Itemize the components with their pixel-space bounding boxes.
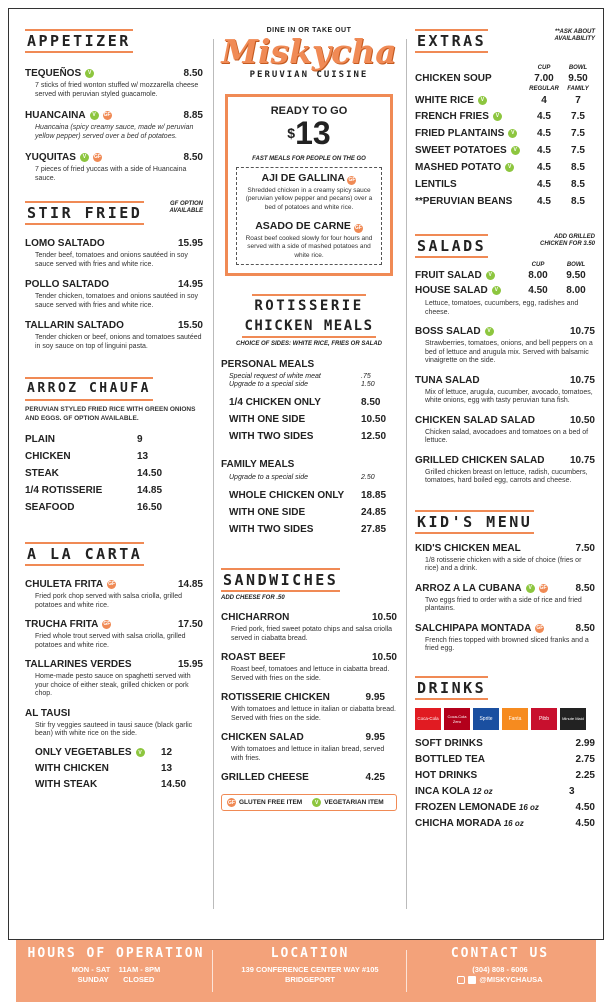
personal-items <box>221 394 397 445</box>
vegetarian-icon: V <box>486 271 495 280</box>
gluten-free-icon: GF <box>539 584 547 591</box>
item-name: CHICHA MORADA <box>415 817 501 829</box>
item-name: FRIED PLANTAINS <box>415 128 505 139</box>
cup-price: 8.00 <box>528 270 548 281</box>
col-family: FAMILY <box>567 86 589 92</box>
salad-house-row <box>415 283 595 298</box>
gluten-free-icon: GF <box>93 154 101 160</box>
item-price: 3 <box>569 785 575 797</box>
item-name: TALLARINES VERDES <box>25 659 132 670</box>
family-meals-title: FAMILY MEALS <box>221 459 295 470</box>
item-desc: Stir fry veggies sauteed in tausi sauce (black garlic bean) with white rice on the side. <box>35 721 193 737</box>
rotisserie-note: CHOICE OF SIDES: WHITE RICE, FRIES OR SALAD <box>235 341 382 347</box>
hours-line: SUNDAY CLOSED <box>77 975 155 984</box>
bowl-price: 9.50 <box>568 73 588 84</box>
kids-item <box>415 542 595 574</box>
vegetarian-icon: V <box>85 69 94 78</box>
extra-name: Upgrade to a special side <box>229 381 308 388</box>
salad-item <box>415 374 595 406</box>
item-price: 10.50 <box>361 414 387 425</box>
item-name: 1/4 ROTISSERIE <box>25 485 103 496</box>
vegetarian-icon: V <box>136 748 145 757</box>
location-text <box>220 965 400 985</box>
middle-column <box>221 9 397 811</box>
item-price: 4.25 <box>365 772 385 783</box>
item-price: 13 <box>137 451 149 462</box>
gluten-free-icon: GF <box>103 621 111 627</box>
fanta-logo: Fanta <box>502 708 528 730</box>
appetizer-title: APPETIZER <box>25 29 133 53</box>
family-price: 7.5 <box>571 145 585 156</box>
item-name: CHICHARRON <box>221 612 290 623</box>
rotisserie-title-2: CHICKEN MEALS <box>242 316 375 338</box>
footer-bar <box>16 940 596 1002</box>
pibb-logo: Pibb <box>531 708 557 730</box>
hours-line: MON - SAT 11AM - 8PM <box>71 965 161 974</box>
item-price: 8.85 <box>183 110 203 121</box>
social-handle[interactable]: @MISKYCHAUSA <box>479 975 543 984</box>
salads-title: SALADS <box>415 234 488 258</box>
item-price: 2.99 <box>575 737 595 749</box>
salad-item <box>415 325 595 366</box>
item-size: 12 oz <box>472 786 493 796</box>
ready-to-go-box <box>225 94 393 276</box>
stir-fried-item <box>25 319 203 351</box>
item-price: 9.95 <box>365 692 385 703</box>
item-name: LOMO SALTADO <box>25 238 105 249</box>
rotisserie-title-1: ROTISSERIE <box>252 294 365 316</box>
item-name: LENTILS <box>415 179 457 190</box>
item-name: HUANCAINA <box>25 110 86 121</box>
item-name: SALCHIPAPA MONTADA <box>415 622 532 634</box>
item-name: TRUCHA FRITA <box>25 619 99 630</box>
item-name: SEAFOOD <box>25 502 75 513</box>
family-price: 8.5 <box>571 162 585 173</box>
bowl-price: 8.00 <box>566 285 586 296</box>
item-desc: With tomatoes and lettuce in italian bread, served with fries. <box>231 746 385 762</box>
sandwich-item <box>221 651 397 683</box>
extras-col-header-2 <box>415 86 595 93</box>
column-divider-right <box>406 39 407 909</box>
item-name: **PERUVIAN BEANS <box>415 196 513 207</box>
item-price: 16.50 <box>137 502 163 513</box>
item-price: 10.50 <box>371 612 397 623</box>
bowl-price: 9.50 <box>566 270 586 281</box>
gluten-free-icon: GF <box>348 177 356 183</box>
minute-maid-logo: Minute Maid <box>560 708 586 730</box>
tausi-options <box>25 745 203 793</box>
item-desc: Fried pork chop served with salsa criolla, grilled potatoes and white rice. <box>35 593 183 609</box>
item-name: FROZEN LEMONADE <box>415 801 517 813</box>
drinks-title: DRINKS <box>415 676 488 700</box>
option-name: WITH STEAK <box>35 778 98 790</box>
family-price: 7 <box>575 95 581 106</box>
item-desc: Tender chicken, tomatoes and onions sautéed in soy sauce served with fries and white rice. <box>35 293 199 309</box>
family-extras <box>221 474 397 482</box>
menu-page <box>8 8 604 940</box>
option-name: WITH CHICKEN <box>35 762 109 774</box>
item-name: GRILLED CHEESE <box>221 772 309 783</box>
stir-fried-note: GF OPTION AVAILABLE <box>169 201 203 214</box>
item-desc: Fried whole trout served with salsa criolla, grilled potatoes and white rice. <box>35 633 186 649</box>
vegetarian-icon: V <box>485 327 494 336</box>
extras-note: **ASK ABOUT AVAILABILITY <box>554 29 595 42</box>
item-desc: Lettuce, tomatoes, cucumbers, egg, radishes and cheese. <box>425 300 579 316</box>
gluten-free-icon: GF <box>536 624 544 631</box>
item-price: 10.50 <box>371 652 397 663</box>
sandwich-item <box>221 771 397 784</box>
item-name: CHICKEN SALAD SALAD <box>415 414 535 426</box>
item-price: 12.50 <box>361 431 387 442</box>
item-name: STEAK <box>25 468 59 479</box>
item-price: 8.50 <box>183 152 203 163</box>
sprite-logo: Sprite <box>473 708 499 730</box>
item-name: CHULETA FRITA <box>25 579 104 590</box>
item-price: 14.85 <box>137 485 163 496</box>
stir-fried-item <box>25 278 203 310</box>
phone-number[interactable]: (304) 808 - 6006 <box>472 965 528 974</box>
item-desc: Fried pork, fried sweet potato chips and salsa criolla served in ciabatta bread. <box>231 626 393 642</box>
contact-title: CONTACT US <box>450 946 550 961</box>
item-price: 15.95 <box>177 659 203 670</box>
item-price: 2.25 <box>575 769 595 781</box>
item-name: MASHED POTATO <box>415 162 502 173</box>
coke-zero-logo: Coca-Cola Zero <box>444 708 470 730</box>
item-desc: Shredded chicken in a creamy spicy sauce (peruvian yellow pepper and pecans) over a bed of potatoes and white rice. <box>245 186 373 211</box>
gluten-free-icon: GF <box>108 581 116 587</box>
item-name: WITH ONE SIDE <box>229 507 306 518</box>
vegetarian-icon: V <box>478 96 487 105</box>
item-name: SOFT DRINKS <box>415 737 483 749</box>
regular-price: 4 <box>541 95 547 106</box>
a-la-carta-item <box>25 578 203 610</box>
item-desc: Mix of lettuce, arugula, cucumber, avocado, tomatoes, white onions, egg with tasty peruvian tuna fish. <box>425 388 593 404</box>
location-block <box>220 946 400 985</box>
item-name: INCA KOLA <box>415 785 470 797</box>
cup-price: 7.00 <box>534 73 554 84</box>
gluten-free-icon: GF <box>103 112 111 118</box>
item-desc: Grilled chicken breast on lettuce, radish, cucumbers, tomatoes, hard boiled egg, carrots and cheese. <box>425 468 588 484</box>
option-price: 13 <box>161 762 173 774</box>
vegetarian-icon: V <box>493 112 502 121</box>
item-name: GRILLED CHICKEN SALAD <box>415 454 545 466</box>
item-price: 15.95 <box>177 238 203 249</box>
vegetarian-icon: V <box>90 111 99 120</box>
personal-meals-title: PERSONAL MEALS <box>221 359 315 370</box>
col-cup: CUP <box>531 262 545 268</box>
item-size: 16 oz <box>518 802 539 812</box>
item-name: WHOLE CHICKEN ONLY <box>229 490 345 501</box>
brand-tagline: DINE IN OR TAKE OUT <box>266 27 352 34</box>
item-price: 8.50 <box>361 397 381 408</box>
item-name: WITH TWO SIDES <box>229 524 314 535</box>
item-name: ARROZ A LA CUBANA <box>415 582 522 594</box>
salad-item <box>415 454 595 486</box>
legend-box <box>221 794 397 811</box>
item-name: CHICKEN SALAD <box>221 732 304 743</box>
item-desc: 1/8 rotisserie chicken with a side of choice (fries or rice) and a drink. <box>425 556 582 572</box>
item-price: 14.95 <box>177 279 203 290</box>
regular-price: 4.5 <box>537 145 551 156</box>
item-price: 14.50 <box>137 468 163 479</box>
brand-cuisine: PERUVIAN CUISINE <box>249 70 369 80</box>
instagram-icon <box>457 976 465 984</box>
item-desc: Roast beef, tomatoes and lettuce in ciabatta bread. Served with fries on the side. <box>231 666 390 682</box>
regular-price: 4.5 <box>537 179 551 190</box>
facebook-icon <box>468 976 476 984</box>
ready-to-go-price <box>236 117 382 156</box>
vegetarian-icon: V <box>492 286 501 295</box>
item-price: 8.50 <box>183 68 203 79</box>
sandwiches-title: SANDWICHES <box>221 568 340 592</box>
left-column <box>25 9 203 793</box>
contact-block <box>414 946 586 985</box>
ready-to-go-subtitle: FAST MEALS FOR PEOPLE ON THE GO <box>252 156 366 162</box>
item-desc: Home-made pesto sauce on spaghetti served with your choice of either steak, grilled chicken or pork chop. <box>35 673 191 697</box>
option-price: 14.50 <box>161 778 187 790</box>
item-name: WITH ONE SIDE <box>229 414 306 425</box>
item-name: YUQUITAS <box>25 152 76 163</box>
item-name: TALLARIN SALTADO <box>25 320 124 331</box>
kids-item <box>415 582 595 614</box>
item-name: CHICKEN <box>25 451 71 462</box>
item-desc: Two eggs fried to order with a side of rice and fried plantains. <box>425 596 582 612</box>
item-desc: Roast beef cooked slowly for four hours and served with a side of mashed potatoes and white rice. <box>245 234 373 259</box>
rotisserie-header <box>221 294 397 338</box>
item-price: 14.85 <box>177 579 203 590</box>
footer-divider <box>406 950 407 992</box>
item-name: WHITE RICE <box>415 95 474 106</box>
family-price: 7.5 <box>571 111 585 122</box>
brand-logo: Miskycha <box>221 32 397 71</box>
personal-extras <box>221 373 397 389</box>
extra-name: Special request of white meat <box>229 373 321 380</box>
vegetarian-icon: V <box>526 584 535 593</box>
regular-price: 4.5 <box>537 196 551 207</box>
item-desc: 7 sticks of fried wonton stuffed w/ mozzarella cheese served with peruvian styled guacamole. <box>35 82 199 98</box>
arroz-chaufa-note: PERUVIAN STYLED FRIED RICE WITH GREEN ONIONS AND EGGS. GF OPTION AVAILABLE. <box>25 406 196 422</box>
extras-title: EXTRAS <box>415 29 488 53</box>
arroz-chaufa-list <box>25 431 203 516</box>
item-price: 8.50 <box>575 582 595 594</box>
item-desc: Tender chicken or beef, onions and tomatoes sautéed in soy sauce on top of linguini pasta. <box>35 334 202 350</box>
salad-fruit-row <box>415 268 595 283</box>
a-la-carta-item <box>25 618 203 650</box>
vegetarian-icon: V <box>511 146 520 155</box>
item-price: 2.75 <box>575 753 595 765</box>
col-cup: CUP <box>537 65 551 71</box>
item-name: ROAST BEEF <box>221 652 286 663</box>
appetizer-item-yuquitas <box>25 151 203 183</box>
item-price: 18.85 <box>361 490 387 501</box>
currency-symbol: $ <box>287 125 296 141</box>
item-name: ASADO DE CARNE <box>255 220 351 232</box>
price-value: 13 <box>295 115 331 151</box>
item-name: CHICKEN SOUP <box>415 73 492 84</box>
regular-price: 4.5 <box>537 128 551 139</box>
family-items <box>221 487 397 538</box>
item-name: HOT DRINKS <box>415 769 478 781</box>
arroz-chaufa-title: ARROZ CHAUFA <box>25 377 153 401</box>
a-la-carta-item <box>25 707 203 739</box>
item-price: 15.50 <box>177 320 203 331</box>
item-name: 1/4 CHICKEN ONLY <box>229 397 321 408</box>
item-name: POLLO SALTADO <box>25 279 110 290</box>
location-title: LOCATION <box>270 946 350 961</box>
item-desc: French fries topped with browned sliced franks and a fried egg. <box>425 636 589 652</box>
right-column <box>415 9 595 832</box>
item-desc: 7 pieces of fried yuccas with a side of Huancaina sauce. <box>35 166 187 182</box>
footer-divider <box>212 950 213 992</box>
extra-name: Upgrade to a special side <box>229 474 308 481</box>
a-la-carta-item <box>25 658 203 699</box>
rtg-item-name <box>243 172 375 185</box>
item-name: PLAIN <box>25 434 55 445</box>
item-name: WITH TWO SIDES <box>229 431 314 442</box>
legend-gf-label: GLUTEN FREE ITEM <box>239 799 303 806</box>
item-price: 7.50 <box>575 542 595 554</box>
item-price: 24.85 <box>361 507 387 518</box>
item-name: FRUIT SALAD <box>415 270 482 281</box>
hours-block <box>26 946 206 985</box>
item-desc: With tomatoes and lettuce in italian or ciabatta bread. Served with fries on the side. <box>231 706 396 722</box>
item-desc: Chicken salad, avocadoes and tomatoes on a bed of lettuce. <box>425 428 589 444</box>
gluten-free-icon: GF <box>354 225 362 231</box>
extras-rice-row <box>415 93 595 108</box>
appetizer-item-huancaina <box>25 109 203 141</box>
item-price: 8.50 <box>575 622 595 634</box>
coca-cola-logo: Coca-Cola <box>415 708 441 730</box>
item-price: 4.50 <box>575 817 595 829</box>
stir-fried-item <box>25 237 203 269</box>
option-price: 12 <box>161 746 173 758</box>
address-line: BRIDGEPORT <box>284 975 335 984</box>
option-name: ONLY VEGETABLES <box>35 746 132 758</box>
ready-to-go-title: READY TO GO <box>270 105 348 117</box>
item-price: 10.50 <box>569 414 595 426</box>
item-name: AJI DE GALLINA <box>261 172 345 184</box>
vegetarian-icon: V <box>505 163 514 172</box>
item-price: 27.85 <box>361 524 387 535</box>
kids-menu-title: KID'S MENU <box>415 510 534 534</box>
item-name: ROTISSERIE CHICKEN <box>221 692 330 703</box>
item-name: AL TAUSI <box>25 707 71 719</box>
ready-to-go-items <box>236 167 382 265</box>
item-name: KID'S CHICKEN MEAL <box>415 542 521 554</box>
hours-text <box>26 965 206 985</box>
hours-title: HOURS OF OPERATION <box>27 946 205 961</box>
gluten-free-icon: GF <box>228 799 235 806</box>
family-price: 8.5 <box>571 196 585 207</box>
col-bowl: BOWL <box>568 65 588 71</box>
extra-price: .75 <box>361 373 371 380</box>
item-price: 17.50 <box>177 619 203 630</box>
item-price: 10.75 <box>569 454 595 466</box>
vegetarian-icon: V <box>508 129 517 138</box>
cup-price: 4.50 <box>528 285 548 296</box>
sandwich-item <box>221 611 397 643</box>
item-name: BOSS SALAD <box>415 326 481 337</box>
item-name: TEQUEÑOS <box>25 68 82 79</box>
item-name: TUNA SALAD <box>415 374 480 386</box>
item-price: 10.75 <box>569 326 595 337</box>
item-size: 16 oz <box>503 818 524 828</box>
family-price: 8.5 <box>571 179 585 190</box>
item-name: HOUSE SALAD <box>415 285 488 296</box>
item-price: 4.50 <box>575 801 595 813</box>
drink-logos <box>415 708 595 730</box>
regular-price: 4.5 <box>537 111 551 122</box>
item-name: SWEET POTATOES <box>415 145 507 156</box>
address-line: 139 CONFERENCE CENTER WAY #105 <box>241 965 379 974</box>
item-price: 10.75 <box>569 374 595 386</box>
item-desc: Strawberries, tomatoes, onions, and bell peppers on a bed of lettuce and arugula mix. Served with balsamic vinaigrette on the side. <box>425 340 593 364</box>
drinks-list <box>415 736 595 832</box>
regular-price: 4.5 <box>537 162 551 173</box>
item-price: 9 <box>137 434 143 445</box>
legend-v-label: VEGETARIAN ITEM <box>324 799 384 806</box>
extras-soup-row <box>415 71 595 86</box>
vegetarian-icon: V <box>312 798 321 807</box>
salads-note: ADD GRILLED CHICKEN FOR 3.50 <box>539 234 595 247</box>
extra-price: 1.50 <box>361 381 375 388</box>
rtg-item-name <box>243 220 375 233</box>
item-name: BOTTLED TEA <box>415 753 485 765</box>
col-bowl: BOWL <box>566 262 586 268</box>
salad-item <box>415 414 595 446</box>
a-la-carta-title: A LA CARTA <box>25 542 144 566</box>
extras-list <box>415 108 595 210</box>
kids-item <box>415 622 595 654</box>
column-divider-left <box>213 39 214 909</box>
appetizer-item-tequenos <box>25 67 203 99</box>
item-price: 9.95 <box>365 732 385 743</box>
item-desc: Huancaina (spicy creamy sauce, made w/ peruvian yellow pepper) served over a bed of potatoes. <box>35 124 194 140</box>
vegetarian-icon: V <box>80 153 89 162</box>
stir-fried-title: STIR FRIED <box>25 201 144 225</box>
sandwich-item <box>221 731 397 763</box>
item-desc: Tender beef, tomatoes and onions sautéed in soy sauce served with fries and white rice. <box>35 252 188 268</box>
contact-text <box>414 965 586 985</box>
col-regular: REGULAR <box>529 86 559 92</box>
extra-price: 2.50 <box>361 474 375 481</box>
family-price: 7.5 <box>571 128 585 139</box>
sandwich-item <box>221 691 397 723</box>
sandwiches-note: ADD CHEESE FOR .50 <box>221 595 285 601</box>
item-name: FRENCH FRIES <box>415 111 489 122</box>
